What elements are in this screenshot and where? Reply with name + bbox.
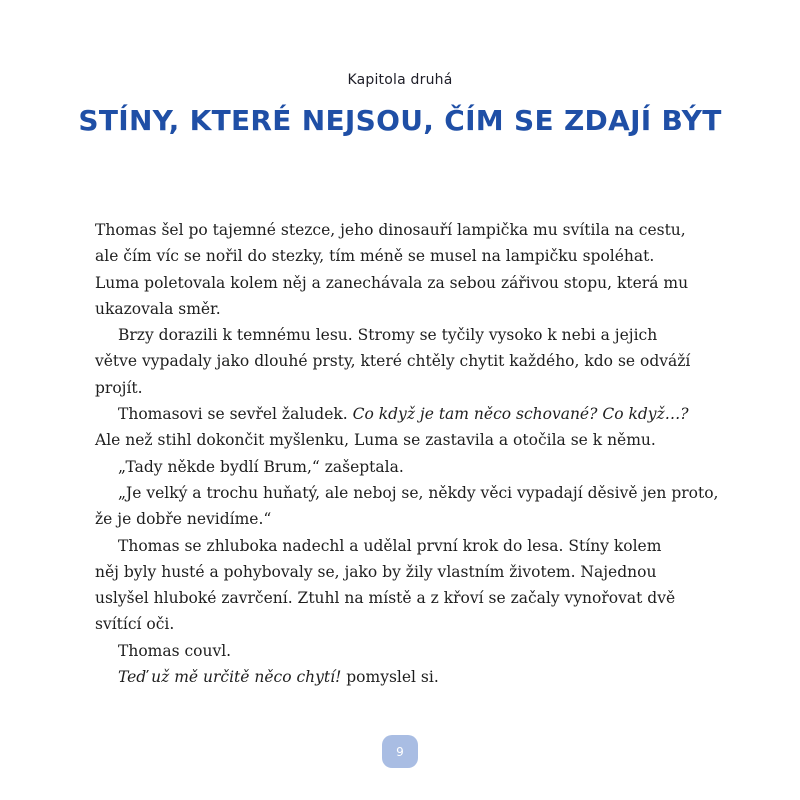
text-line: Brzy dorazili k temnému lesu. Stromy se tyčily vysoko k nebi a jejich bbox=[118, 326, 658, 345]
text-line: Thomas couvl. bbox=[118, 641, 232, 660]
italic-thought: Teď už mě určitě něco chytí! bbox=[118, 668, 342, 687]
text-line: „Je velký a trochu huňatý, ale neboj se, někdy věci vypadají děsivě jen proto, bbox=[118, 483, 719, 502]
text-run: Thomasovi se sevřel žaludek. bbox=[118, 405, 353, 424]
page-number-badge: 9 bbox=[382, 735, 418, 768]
text-line: svítící oči. bbox=[95, 615, 175, 634]
text-line bbox=[95, 664, 715, 690]
text-line: „Tady někde bydlí Brum,“ zašeptala. bbox=[118, 457, 404, 476]
text-line: Thomas šel po tajemné stezce, jeho dinosauří lampička mu svítila na cestu, bbox=[95, 221, 686, 239]
text-line: Thomas se zhluboka nadechl a udělal první krok do lesa. Stíny kolem bbox=[118, 536, 662, 555]
text-line: projít. bbox=[95, 378, 143, 397]
chapter-body bbox=[95, 217, 719, 690]
chapter-title: STÍNY, KTERÉ NEJSOU, ČÍM SE ZDAJÍ BÝT bbox=[78, 104, 722, 137]
text-line: že je dobře nevidíme.“ bbox=[95, 510, 272, 529]
text-line: něj byly husté a pohybovaly se, jako by žily vlastním životem. Najednou bbox=[95, 562, 657, 581]
text-line: ale čím víc se nořil do stezky, tím méně se musel na lampičku spoléhat. bbox=[95, 247, 655, 266]
text-line bbox=[95, 401, 715, 427]
text-line: Ale než stihl dokončit myšlenku, Luma se zastavila a otočila se k němu. bbox=[95, 431, 656, 450]
italic-thought: Co když je tam něco schované? Co když…? bbox=[352, 405, 689, 424]
text-line: Luma poletovala kolem něj a zanechávala za sebou zářivou stopu, která mu bbox=[95, 273, 689, 292]
text-run: pomyslel si. bbox=[341, 668, 439, 687]
chapter-label: Kapitola druhá bbox=[347, 72, 453, 88]
text-line: ukazovala směr. bbox=[95, 299, 221, 318]
text-line: uslyšel hluboké zavrčení. Ztuhl na místě a z křoví se začaly vynořovat dvě bbox=[95, 589, 676, 608]
text-line: větve vypadaly jako dlouhé prsty, které chtěly chytit každého, kdo se odváží bbox=[95, 352, 691, 371]
